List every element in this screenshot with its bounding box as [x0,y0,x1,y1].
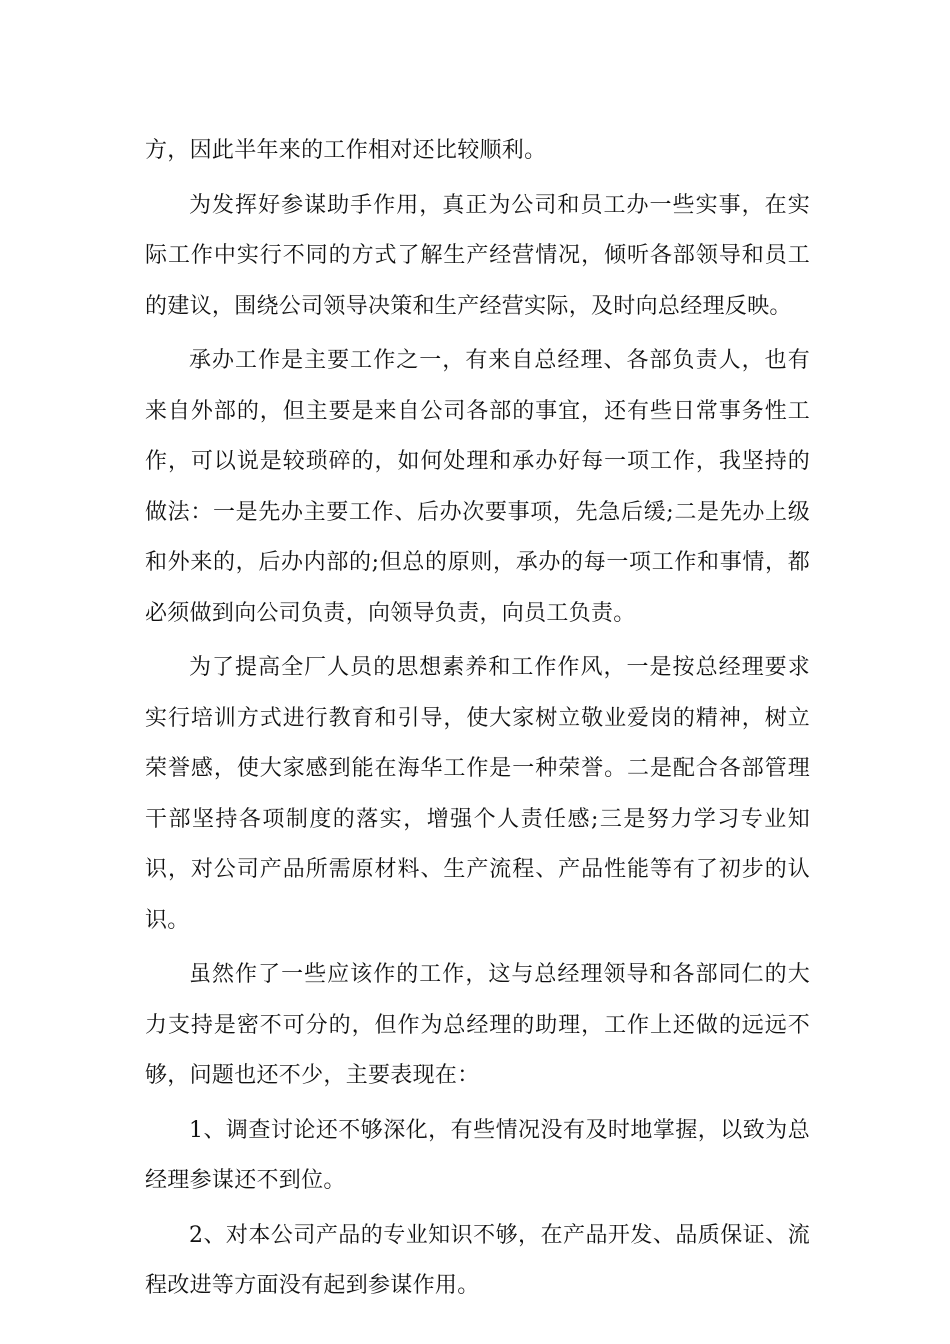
document-body [145,126,810,1316]
list-item-2: 2、对本公司产品的专业知识不够，在产品开发、品质保证、流程改进等方面没有起到参谋作用。 [145,1222,810,1298]
paragraph-advisor-role: 为发挥好参谋助手作用，真正为公司和员工办一些实事，在实际工作中实行不同的方式了解生产经营情况，倾听各部领导和员工的建议，围绕公司领导决策和生产经营实际，及时向总经理反映。 [145,192,810,319]
paragraph-undertaking-work: 承办工作是主要工作之一，有来自总经理、各部负责人，也有来自外部的，但主要是来自公司各部的事宜，还有些日常事务性工作，可以说是较琐碎的，如何处理和承办好每一项工作，我坚持的做法：一是先办主要工作、后办次要事项，先急后缓;二是先办上级和外来的，后办内部的;但总的原则，承办的每一项工作和事情，都必须做到向公司负责，向领导负责，向员工负责。 [145,348,810,626]
paragraph-staff-improvement: 为了提高全厂人员的思想素养和工作作风，一是按总经理要求实行培训方式进行教育和引导，使大家树立敬业爱岗的精神，树立荣誉感，使大家感到能在海华工作是一种荣誉。二是配合各部管理干部坚持各项制度的落实，增强个人责任感;三是努力学习专业知识，对公司产品所需原材料、生产流程、产品性能等有了初步的认识。 [145,655,810,933]
paragraph-continuation: 方，因此半年来的工作相对还比较顺利。 [145,138,547,163]
list-item-1: 1、调查讨论还不够深化，有些情况没有及时地掌握，以致为总经理参谋还不到位。 [145,1117,810,1193]
paragraph-shortcomings-intro: 虽然作了一些应该作的工作，这与总经理领导和各部同仁的大力支持是密不可分的，但作为总经理的助理，工作上还做的远远不够，问题也还不少，主要表现在： [145,962,810,1088]
